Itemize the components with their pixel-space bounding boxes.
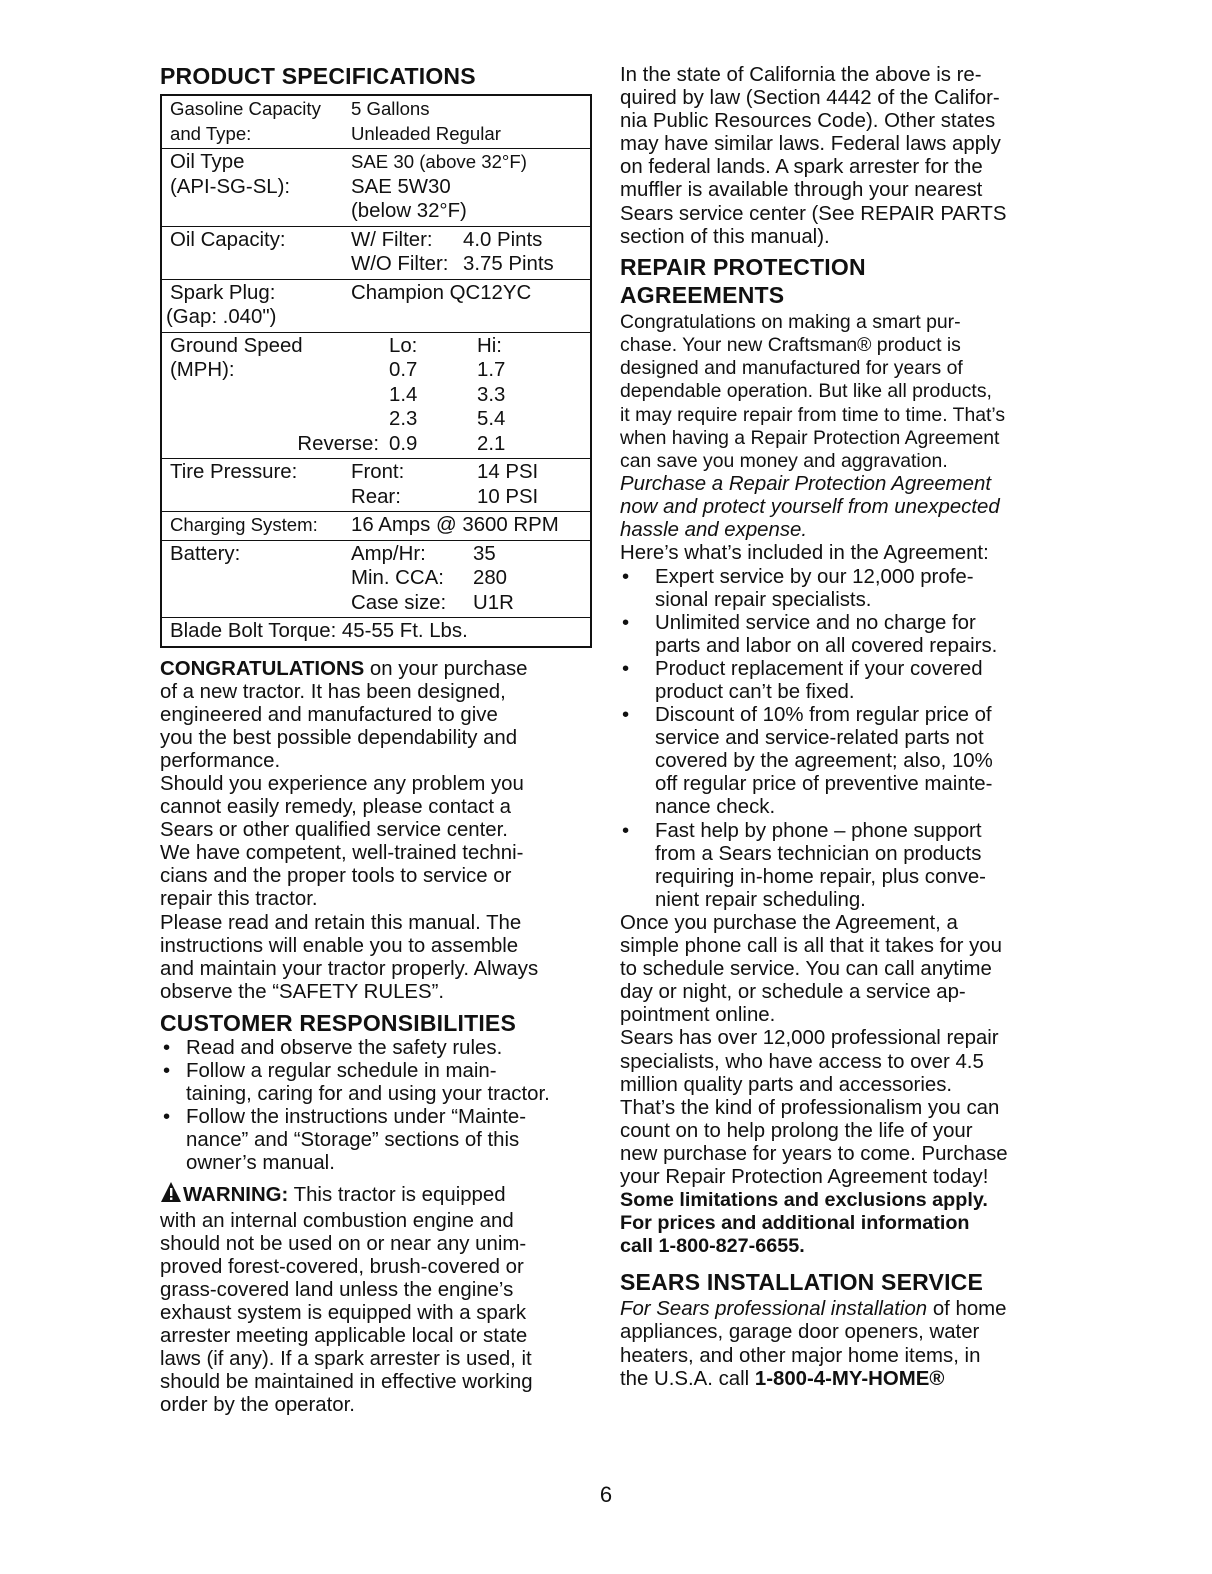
reverse-hi-value: 2.1: [477, 432, 506, 455]
title-line: REPAIR PROTECTION: [620, 253, 866, 280]
sears-paragraph: [620, 1027, 1060, 1189]
text-line: performance.: [160, 749, 281, 772]
california-paragraph: [620, 64, 1060, 249]
oil-type-value: SAE 30 (above 32°F): [351, 151, 527, 172]
list-item: [620, 704, 1060, 819]
text-line: Purchase a Repair Protection Agreement: [620, 473, 992, 496]
spark-plug-gap: (Gap: .040"): [166, 306, 277, 328]
text-line: new purchase for years to come. Purchase: [620, 1142, 1008, 1165]
repair-italic-paragraph: [620, 473, 1060, 542]
congratulations-paragraph: [160, 658, 592, 773]
specifications-table: [160, 94, 592, 648]
text-line: quired by law (Section 4442 of the Califor-: [620, 87, 1000, 110]
responsibilities-list: [160, 1037, 592, 1176]
list-item: [620, 566, 1060, 612]
charging-system-value: 16 Amps @ 3600 RPM: [351, 514, 559, 536]
left-column: [160, 62, 592, 1417]
text-line: sional repair specialists.: [655, 588, 872, 611]
installation-paragraph: [620, 1298, 1060, 1390]
spec-row-battery: [162, 540, 590, 618]
with-filter-label: W/ Filter:: [351, 228, 433, 251]
text-line: arrester meeting applicable local or state: [160, 1325, 528, 1348]
text-line: call 1-800-827-6655.: [620, 1235, 805, 1258]
tire-front-value: 14 PSI: [477, 461, 539, 483]
text-line: proved forest-covered, brush-covered or: [160, 1255, 524, 1278]
text-line: dependable operation. But like all products,: [620, 380, 992, 403]
text-line: nance” and “Storage” sections of this: [186, 1129, 520, 1152]
text-line: owner’s manual.: [186, 1152, 335, 1175]
with-filter-value: 4.0 Pints: [463, 228, 543, 251]
text-line: day or night, or schedule a service ap-: [620, 981, 966, 1004]
text-line: exhaust system is equipped with a spark: [160, 1301, 527, 1324]
speed-lo-value: 2.3: [389, 408, 418, 430]
agreement-list: [620, 566, 1060, 912]
text-line: of home: [927, 1298, 1007, 1321]
spec-row-oil-type: [162, 148, 590, 226]
speed-lo-value: 1.4: [389, 383, 418, 406]
battery-amp-label: Amp/Hr:: [351, 542, 426, 565]
right-column: [620, 62, 1060, 1391]
tire-pressure-label: Tire Pressure:: [170, 461, 298, 483]
spec-row-tire-pressure: [162, 458, 590, 511]
speed-hi-header: Hi:: [477, 334, 502, 357]
gasoline-type-value: Unleaded Regular: [351, 122, 501, 144]
text-line: simple phone call is all that it takes for you: [620, 935, 1002, 958]
text-line: engineered and manufactured to give: [160, 703, 498, 726]
without-filter-value: 3.75 Pints: [463, 253, 554, 275]
text-line: grass-covered land unless the engine’s: [160, 1278, 514, 1301]
text-line: on federal lands. A spark arrester for the: [620, 156, 983, 179]
text-line: the U.S.A. call: [620, 1367, 755, 1390]
text-line: nance check.: [655, 796, 776, 819]
text-line: In the state of California the above is re-: [620, 64, 982, 86]
text-line: Once you purchase the Agreement, a: [620, 911, 958, 934]
battery-cca-label: Min. CCA:: [351, 567, 444, 589]
included-heading: Here’s what’s included in the Agreement:: [620, 542, 989, 565]
text-line: should not be used on or near any unim-: [160, 1232, 527, 1255]
blade-bolt-torque: Blade Bolt Torque: 45-55 Ft. Lbs.: [170, 620, 468, 642]
text-line: Follow the instructions under “Mainte-: [186, 1106, 526, 1129]
text-line: Read and observe the safety rules.: [186, 1036, 503, 1059]
service-paragraph: [160, 773, 592, 912]
spec-row-charging-system: [162, 511, 590, 540]
limitations-paragraph: [620, 1189, 1060, 1258]
battery-label: Battery:: [170, 542, 241, 565]
text-line: Should you experience any problem you: [160, 772, 524, 795]
text-line: We have competent, well-trained techni-: [160, 842, 524, 865]
text-line: Unlimited service and no charge for: [655, 611, 976, 634]
text-line: requiring in-home repair, plus conve-: [655, 865, 986, 888]
warning-label: WARNING:: [183, 1184, 289, 1207]
reverse-label: Reverse:: [297, 432, 379, 455]
text-line: specialists, who have access to over 4.5: [620, 1050, 984, 1073]
oil-api-label: (API-SG-SL):: [170, 175, 291, 198]
charging-system-label: Charging System:: [170, 514, 318, 535]
text-line: hassle and expense.: [620, 519, 808, 542]
text-line: service and service-related parts not: [655, 727, 984, 750]
text-line: with an internal combustion engine and: [160, 1209, 514, 1232]
text-line: it may require repair from time to time. That’s: [620, 403, 1006, 426]
without-filter-label: W/O Filter:: [351, 253, 449, 275]
gasoline-type-label: and Type:: [170, 122, 252, 144]
battery-amp-value: 35: [473, 542, 496, 565]
speed-hi-value: 3.3: [477, 383, 506, 406]
text-line: Follow a regular schedule in main-: [186, 1060, 497, 1082]
title-line: AGREEMENTS: [620, 281, 785, 308]
text-line: taining, caring for and using your tractor.: [186, 1083, 550, 1106]
text-line: repair this tractor.: [160, 888, 318, 911]
oil-type-label: Oil Type: [170, 151, 245, 173]
spec-row-gasoline: [162, 96, 590, 148]
tire-front-label: Front:: [351, 461, 405, 483]
gasoline-value: 5 Gallons: [351, 98, 430, 119]
text-line: heaters, and other major home items, in: [620, 1344, 981, 1367]
tire-rear-value: 10 PSI: [477, 485, 539, 508]
list-item: [620, 658, 1060, 704]
text-line: instructions will enable you to assemble: [160, 934, 519, 957]
product-specifications-title: PRODUCT SPECIFICATIONS: [160, 63, 476, 89]
congratulations-lead: CONGRATULATIONS: [160, 657, 365, 680]
text-line: Sears has over 12,000 professional repair: [620, 1027, 999, 1050]
text-line: Please read and retain this manual. The: [160, 911, 522, 934]
text-line: and maintain your tractor properly. Always: [160, 957, 539, 980]
text-line: For Sears professional installation: [620, 1298, 928, 1321]
page-number: 6: [599, 1482, 613, 1507]
text-line: you the best possible dependability and: [160, 726, 518, 749]
text-line: section of this manual).: [620, 225, 830, 248]
text-line: off regular price of preventive mainte-: [655, 773, 993, 796]
text-line: now and protect yourself from unexpected: [620, 496, 1000, 519]
text-line: Sears or other qualified service center.: [160, 819, 508, 842]
list-item: [160, 1060, 592, 1106]
spec-row-spark-plug: [162, 279, 590, 332]
speed-hi-value: 1.7: [477, 359, 506, 381]
warning-paragraph: [160, 1181, 592, 1417]
spec-row-ground-speed: [162, 332, 590, 459]
text-line: when having a Repair Protection Agreement: [620, 426, 1000, 449]
list-item: [160, 1037, 592, 1060]
installation-title: SEARS INSTALLATION SERVICE: [620, 1269, 984, 1296]
text-line: can save you money and aggravation.: [620, 449, 948, 472]
text-line: Some limitations and exclusions apply.: [620, 1189, 988, 1212]
text-line: Discount of 10% from regular price of: [655, 704, 992, 727]
list-item: [160, 1106, 592, 1175]
text-line: nia Public Resources Code). Other states: [620, 110, 996, 133]
once-paragraph: [620, 912, 1060, 1027]
spec-row-oil-capacity: [162, 226, 590, 279]
text-line: cians and the proper tools to service or: [160, 865, 512, 888]
text-line: parts and labor on all covered repairs.: [655, 634, 998, 657]
mph-label: (MPH):: [170, 359, 235, 381]
text-line: count on to help prolong the life of your: [620, 1119, 973, 1142]
spec-row-blade-bolt: [162, 617, 590, 646]
text-line: your Repair Protection Agreement today!: [620, 1165, 989, 1188]
battery-case-label: Case size:: [351, 591, 447, 614]
text-line: Congratulations on making a smart pur-: [620, 310, 961, 333]
text-line: million quality parts and accessories.: [620, 1073, 953, 1096]
reverse-lo-value: 0.9: [389, 432, 418, 455]
oil-capacity-label: Oil Capacity:: [170, 228, 286, 251]
text-line: order by the operator.: [160, 1394, 355, 1417]
gasoline-label: Gasoline Capacity: [170, 98, 321, 119]
speed-lo-value: 0.7: [389, 359, 418, 381]
spark-plug-value: Champion QC12YC: [351, 281, 532, 304]
tire-rear-label: Rear:: [351, 485, 401, 508]
text-line: This tractor is equipped: [288, 1184, 506, 1207]
text-line: appliances, garage door openers, water: [620, 1321, 980, 1344]
oil-type-value-2: SAE 5W30: [351, 175, 451, 198]
oil-type-value-3: (below 32°F): [351, 200, 467, 222]
manual-paragraph: [160, 912, 592, 1004]
battery-case-value: U1R: [473, 591, 514, 614]
customer-responsibilities-title: CUSTOMER RESPONSIBILITIES: [160, 1009, 517, 1036]
speed-lo-header: Lo:: [389, 334, 418, 357]
text-line: to schedule service. You can call anytime: [620, 958, 992, 981]
text-line: For prices and additional information: [620, 1212, 970, 1235]
text-line: designed and manufactured for years of: [620, 357, 963, 380]
text-line: covered by the agreement; also, 10%: [655, 750, 993, 773]
text-line: cannot easily remedy, please contact a: [160, 796, 511, 819]
text-line: That’s the kind of professionalism you can: [620, 1096, 1000, 1119]
speed-hi-value: 5.4: [477, 408, 506, 430]
text-line: of a new tractor. It has been designed,: [160, 680, 506, 703]
text-line: on your purchase: [364, 657, 528, 680]
text-line: observe the “SAFETY RULES”.: [160, 980, 445, 1003]
text-line: Expert service by our 12,000 profe-: [655, 565, 974, 588]
list-item: [620, 612, 1060, 658]
text-line: should be maintained in effective working: [160, 1371, 533, 1394]
text-line: Product replacement if your covered: [655, 657, 983, 680]
text-line: nient repair scheduling.: [655, 888, 866, 911]
text-line: product can’t be fixed.: [655, 681, 855, 704]
repair-protection-title: [620, 253, 1060, 309]
list-item: [620, 820, 1060, 912]
text-line: laws (if any). If a spark arrester is used, it: [160, 1348, 532, 1371]
text-line: muffler is available through your nearest: [620, 179, 983, 202]
battery-cca-value: 280: [473, 567, 508, 589]
text-line: from a Sears technician on products: [655, 842, 982, 865]
text-line: Fast help by phone – phone support: [655, 819, 982, 842]
text-line: chase. Your new Craftsman® product is: [620, 333, 961, 356]
warning-triangle-icon: [160, 1181, 182, 1209]
ground-speed-label: Ground Speed: [170, 334, 303, 357]
repair-intro-paragraph: [620, 311, 1060, 473]
text-line: pointment online.: [620, 1004, 776, 1027]
installation-phone: 1-800-4-MY-HOME®: [754, 1367, 945, 1390]
text-line: may have similar laws. Federal laws apply: [620, 133, 1001, 156]
spark-plug-label: Spark Plug:: [170, 281, 276, 304]
text-line: Sears service center (See REPAIR PARTS: [620, 202, 1007, 225]
